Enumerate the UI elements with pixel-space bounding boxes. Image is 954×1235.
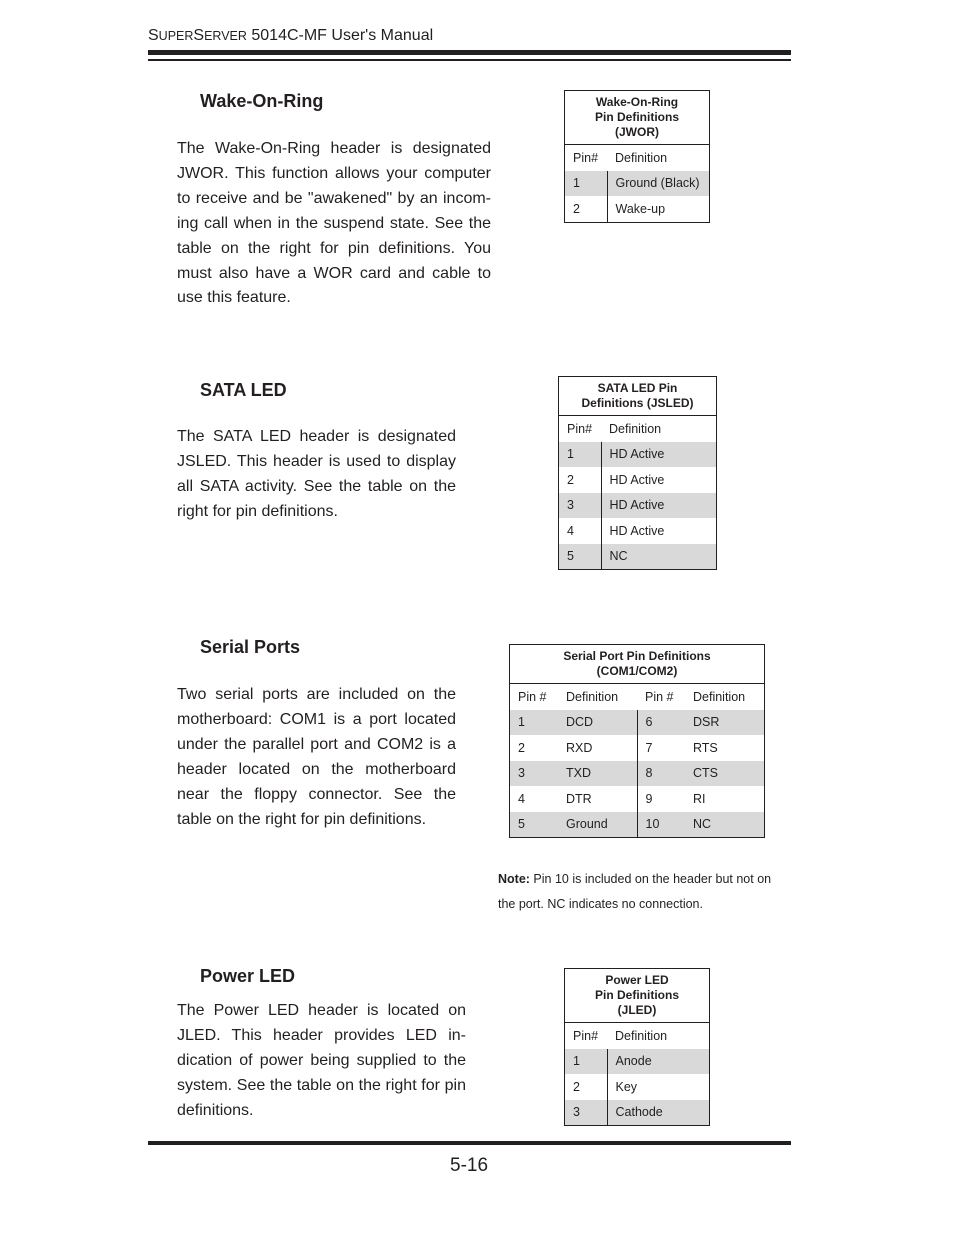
footer-rule: [148, 1141, 791, 1145]
table-row: [559, 518, 717, 544]
header-cell: Definition: [566, 689, 619, 704]
pin-cell: 1: [510, 710, 559, 736]
table-caption: [559, 377, 717, 416]
table-row: [510, 710, 765, 736]
table-row: [510, 786, 765, 812]
note-label: Note:: [498, 872, 530, 886]
definition-cell: HD Active: [609, 523, 665, 538]
caption-line: Definitions (JSLED): [581, 396, 694, 410]
pin-cell: 2: [518, 740, 525, 755]
pin-cell: 1: [559, 442, 602, 468]
header-title-rest: 5014C-MF User's Manual: [246, 27, 434, 44]
definition-cell: Cathode: [607, 1100, 710, 1126]
table-caption: [565, 969, 710, 1023]
definition-cell: HD Active: [601, 493, 717, 519]
table-header-row: [559, 416, 717, 442]
definition-cell: Anode: [607, 1049, 710, 1075]
caption-line: (JWOR): [615, 125, 659, 139]
page-number: 5-16: [450, 1155, 489, 1176]
table-row: [559, 544, 717, 570]
header-rule-thick: [148, 50, 791, 55]
definition-cell: HD Active: [601, 442, 717, 468]
definition-cell: RI: [693, 791, 706, 806]
paragraph-serial-ports: Two serial ports are included on the motherboard: COM1 is a port located under the parallel port and COM2 is a header located on the motherboard near the floppy connector. See the table on the right for pin definitions.: [177, 686, 456, 828]
table-power-led: [564, 968, 710, 1126]
definition-cell: CTS: [685, 761, 765, 787]
definition-cell: DTR: [558, 786, 637, 812]
caption-line: Wake-On-Ring: [595, 95, 679, 109]
note-text: Pin 10 is included on the header but not on the port. NC indicates no connection.: [498, 872, 772, 911]
pin-cell: 6: [637, 710, 685, 736]
definition-cell: NC: [601, 544, 717, 570]
table-sata-led: [558, 376, 717, 570]
table-header-row: [510, 684, 765, 710]
section-title-power-led: Power LED: [200, 966, 296, 986]
table-serial-ports: [509, 644, 765, 838]
definition-cell: DSR: [685, 710, 765, 736]
header-cell: Pin#: [573, 150, 599, 165]
header-cell: Definition: [615, 150, 668, 165]
header-brand-initial-2: S: [193, 27, 205, 44]
definition-cell: HD Active: [609, 472, 665, 487]
section-title-serial-ports: Serial Ports: [200, 637, 301, 657]
pin-cell: 1: [565, 1049, 608, 1075]
caption-line: (COM1/COM2): [596, 664, 678, 678]
definition-cell: Wake-up: [615, 201, 666, 216]
table-wake-on-ring: [564, 90, 710, 223]
header-cell: Pin#: [573, 1028, 599, 1043]
pin-cell: 2: [565, 196, 608, 222]
caption-line: Pin Definitions: [595, 988, 679, 1002]
pin-cell: 3: [565, 1100, 608, 1126]
header-brand-part-1: UPER: [158, 29, 194, 43]
definition-cell: Ground: [558, 812, 637, 838]
table-row: [559, 442, 717, 468]
table-row: [559, 467, 717, 493]
pin-cell: 8: [637, 761, 685, 787]
caption-line: Serial Port Pin Definitions: [563, 649, 711, 663]
caption-line: Pin Definitions: [595, 110, 679, 124]
header-brand-part-2: ERVER: [204, 29, 247, 43]
table-row: [565, 1074, 710, 1100]
pin-cell: 3: [559, 493, 602, 519]
pin-cell: 4: [518, 791, 525, 806]
header-rule-thin: [148, 59, 791, 61]
table-header-row: [565, 145, 710, 171]
header-cell: Pin #: [518, 689, 547, 704]
table-header-row: [565, 1023, 710, 1049]
serial-note: [498, 867, 788, 917]
table-row: [510, 812, 765, 838]
table-caption: [565, 91, 710, 145]
header-cell: Pin#: [567, 421, 593, 436]
table-row: [565, 1049, 710, 1075]
definition-cell: RTS: [693, 740, 718, 755]
paragraph-wake-on-ring: The Wake-On-Ring header is designated JWOR. This function allows your computer to receive and be "awakened" by an incom-ing call when in the suspend state. See the table on the right for pin definitions. You must also have a WOR card and cable to use this feature.: [177, 140, 491, 307]
definition-cell: TXD: [558, 761, 637, 787]
pin-cell: 9: [645, 791, 653, 806]
header-brand-initial-1: S: [148, 27, 159, 44]
paragraph-power-led: The Power LED header is located on JLED. This header provides LED in-dication of power being supplied to the system. See the table on the right for pin definitions.: [177, 1002, 466, 1119]
caption-line: (JLED): [617, 1003, 657, 1017]
running-header: [148, 27, 433, 45]
caption-line: SATA LED Pin: [597, 381, 678, 395]
table-row: [565, 171, 710, 197]
pin-cell: 5: [510, 812, 559, 838]
definition-cell: Ground (Black): [607, 171, 710, 197]
header-cell: Definition: [693, 689, 746, 704]
pin-cell: 2: [559, 467, 602, 493]
definition-cell: Key: [615, 1079, 638, 1094]
header-cell: Pin #: [645, 689, 674, 704]
pin-cell: 2: [565, 1074, 608, 1100]
pin-cell: 4: [559, 518, 602, 544]
pin-cell: 3: [510, 761, 559, 787]
table-row: [565, 1100, 710, 1126]
table-row: [510, 761, 765, 787]
table-row: [559, 493, 717, 519]
definition-cell: RXD: [558, 735, 637, 761]
pin-cell: 1: [565, 171, 608, 197]
section-title-wake-on-ring: Wake-On-Ring: [200, 91, 324, 111]
pin-cell: 5: [559, 544, 602, 570]
header-cell: Definition: [609, 421, 662, 436]
pin-cell: 10: [637, 812, 685, 838]
table-row: [565, 196, 710, 222]
definition-cell: DCD: [558, 710, 637, 736]
section-title-sata-led: SATA LED: [200, 380, 287, 400]
pin-cell: 7: [645, 740, 653, 755]
definition-cell: NC: [685, 812, 765, 838]
table-row: [510, 735, 765, 761]
header-cell: Definition: [615, 1028, 668, 1043]
table-caption: [510, 645, 765, 684]
caption-line: Power LED: [605, 973, 669, 987]
paragraph-sata-led: The SATA LED header is designated JSLED. This header is used to display all SATA activity. See the table on the right for pin definitions.: [177, 428, 456, 520]
